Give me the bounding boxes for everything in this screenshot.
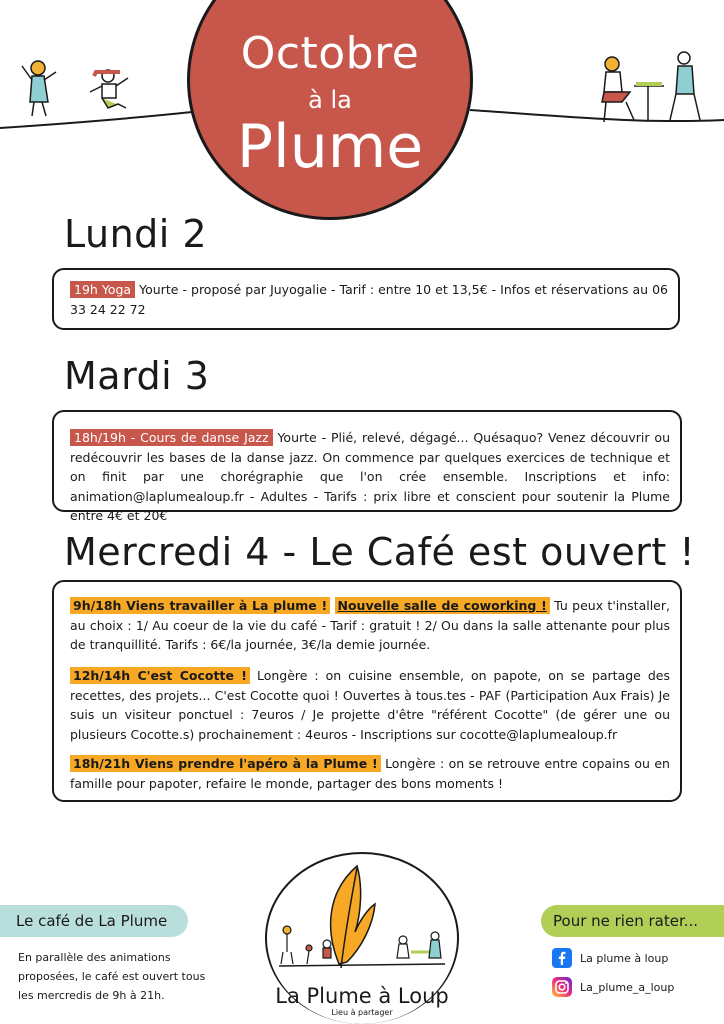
header-title-line1: Octobre [240, 28, 420, 79]
event-mercredi-apero [70, 754, 670, 793]
instagram-link[interactable]: La_plume_a_loup [580, 981, 675, 994]
logo-feather-icon [265, 852, 459, 982]
event-tag: 18h/19h - Cours de danse Jazz [70, 429, 273, 446]
event-box-mercredi [52, 580, 682, 802]
header-title-line2: à la [308, 86, 352, 114]
event-tag: 12h/14h C'est Cocotte ! [70, 667, 250, 684]
event-tag: 18h/21h Viens prendre l'apéro à la Plume ! [70, 755, 381, 772]
event-mercredi-cocotte [70, 666, 670, 744]
footer-left-text: En parallèle des animations proposées, le café est ouvert tous les mercredis de 9h à 21h. [18, 951, 206, 1002]
event-tag: 19h Yoga [70, 281, 135, 298]
instagram-icon[interactable] [552, 977, 572, 997]
footer-right-title: Pour ne rien rater... [541, 905, 724, 937]
event-text: Tu peux t'installer, au choix : 1/ Au coeur de la vie du café - Tarif : gratuit ! 2/ Ou dans la salle attenante pour plus de tranquillité. Tarifs : 6€/la journée, 3€/la demie journée. [70, 598, 670, 652]
footer-left-title: Le café de La Plume [0, 905, 188, 937]
event-text: Longère : on se retrouve entre copains ou en famille pour papoter, refaire le monde, partager des bons moments ! [70, 756, 670, 791]
event-text: Yourte - proposé par Juyogalie - Tarif : entre 10 et 13,5€ - Infos et réservations au 06 33 24 22 72 [70, 282, 668, 317]
event-tag-coworking: Nouvelle salle de coworking ! [335, 597, 550, 614]
day-heading-mercredi: Mercredi 4 - Le Café est ouvert ! [64, 530, 696, 574]
logo-subtitle: Lieu à partager [331, 1008, 393, 1017]
logo-name: La Plume à Loup [275, 984, 449, 1008]
child-figure-right [90, 70, 128, 108]
event-text: Longère : on cuisine ensemble, on papote, on se partage des recettes, des projets... C'est Cocotte quoi ! Ouvertes à tous.tes - PAF (Participation Aux Frais) Je suis un visiteur ponctuel : 7euros / Je projette d'être "référent Cocotte" (de gérer une ou plusieurs Cocotte.s) prochainement : 4euros - Inscriptions sur cocotte@laplumealoup.fr [70, 668, 670, 742]
event-box-lundi [52, 268, 680, 330]
day-heading-mardi: Mardi 3 [64, 354, 210, 398]
event-tag: 9h/18h Viens travailler à La plume ! [70, 597, 330, 614]
event-box-mardi [52, 410, 682, 523]
day-heading-lundi: Lundi 2 [64, 212, 208, 256]
event-lundi-yoga [70, 280, 668, 319]
facebook-link[interactable]: La plume à loup [580, 952, 669, 965]
child-figure-left [22, 61, 56, 116]
event-text: Yourte - Plié, relevé, dégagé... Quésaquo? Venez découvrir ou redécouvrir les bases de la danse jazz. On commence par quelques exercices de technique et on finit par une chorégraphie que l'on crée ensemble. Inscriptions et info: animation@laplumealoup.fr - Adultes - Tarifs : prix libre et conscient pour soutenir la Plume entre 4€ et 20€ [70, 430, 670, 523]
event-mercredi-coworking [70, 596, 670, 655]
cafe-figures [602, 52, 700, 122]
header-title-line3: Plume [236, 112, 424, 182]
facebook-icon[interactable] [552, 948, 572, 968]
event-mardi-jazz [70, 428, 670, 526]
